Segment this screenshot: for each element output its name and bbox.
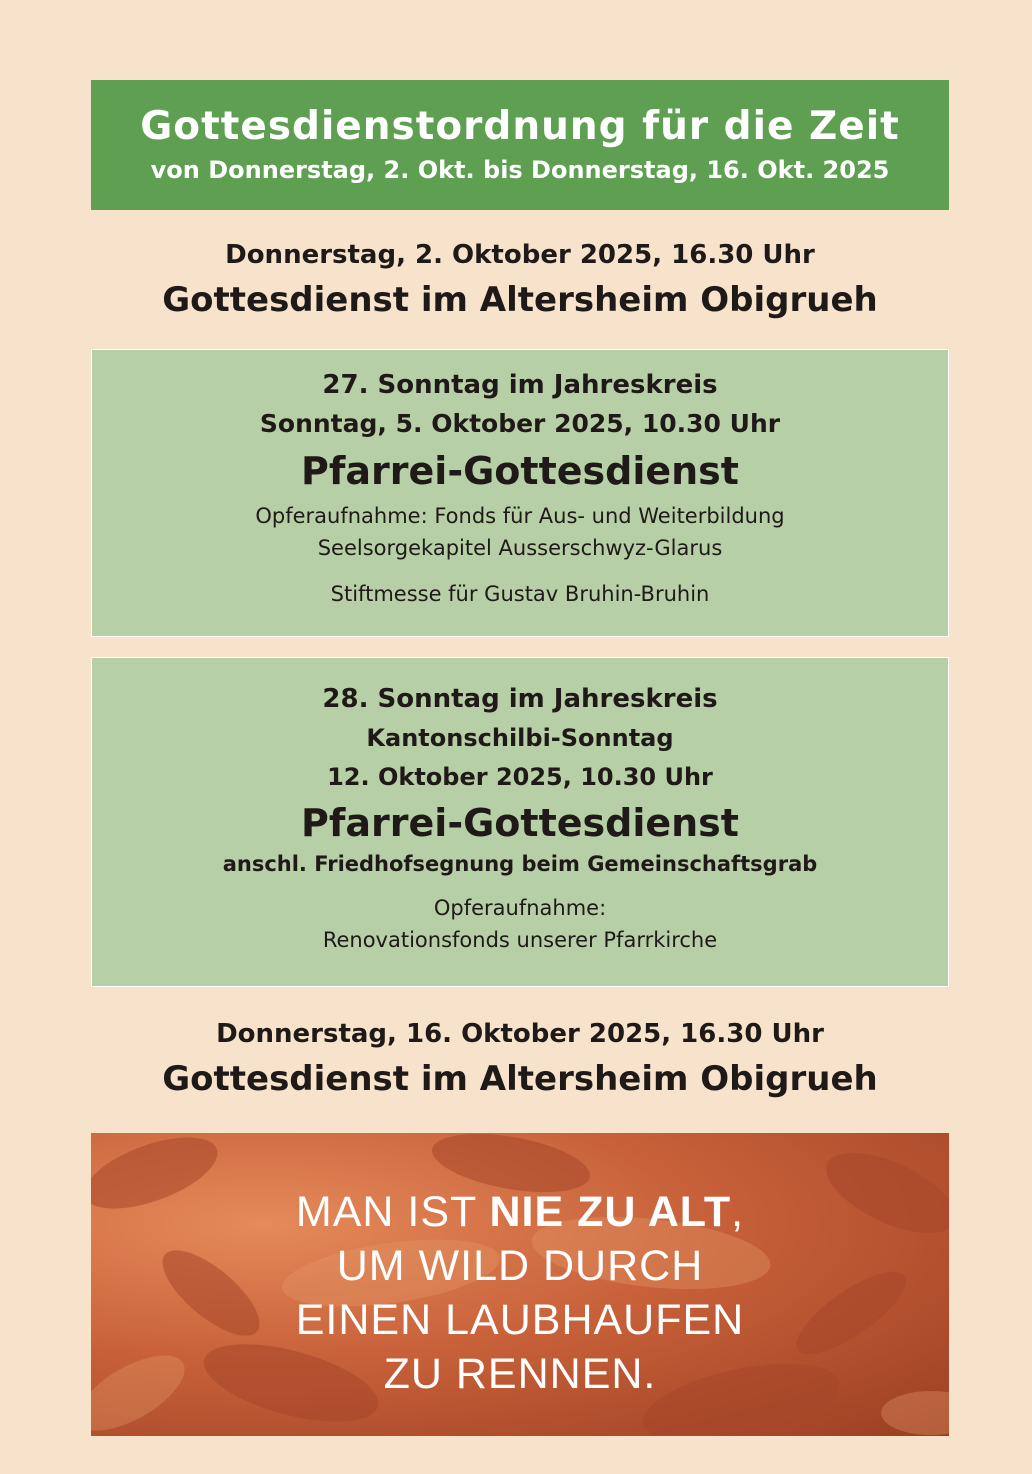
- quote-line: UM WILD DURCH: [336, 1242, 704, 1290]
- event-date: Sonntag, 5. Oktober 2025, 10.30 Uhr: [259, 409, 781, 438]
- offering-line: Opferaufnahme: Fonds für Aus- und Weiterbildung: [255, 504, 785, 528]
- event-date: Donnerstag, 16. Oktober 2025, 16.30 Uhr: [216, 1019, 824, 1049]
- quote-line: [91, 1185, 949, 1239]
- quote-emphasis: NIE ZU ALT: [489, 1188, 732, 1236]
- event-occasion: 27. Sonntag im Jahreskreis: [322, 370, 718, 400]
- event-title: Gottesdienst im Altersheim Obigrueh: [162, 1059, 878, 1099]
- page-title: Gottesdienstordnung für die Zeit: [140, 104, 900, 149]
- quote-text: MAN IST: [295, 1188, 490, 1236]
- quote-line: ZU RENNEN.: [383, 1350, 657, 1398]
- event-name: Kantonschilbi-Sonntag: [366, 724, 674, 752]
- event-altersheim-oct-2: [91, 238, 949, 322]
- event-title: Pfarrei-Gottesdienst: [301, 801, 739, 845]
- quote-line: EINEN LAUBHAUFEN: [295, 1296, 745, 1344]
- offering-purpose: Renovationsfonds unserer Pfarrkirche: [322, 928, 718, 952]
- quote-text: ,: [731, 1188, 745, 1236]
- event-title: Gottesdienst im Altersheim Obigrueh: [162, 280, 878, 320]
- event-box-oct-12: [91, 657, 949, 987]
- offering-label: Opferaufnahme:: [433, 896, 607, 920]
- event-altersheim-oct-16: [91, 1017, 949, 1101]
- header-banner: [91, 80, 949, 210]
- event-date: 12. Oktober 2025, 10.30 Uhr: [327, 763, 713, 791]
- event-box-oct-5: [91, 349, 949, 637]
- autumn-quote-banner: [91, 1133, 949, 1436]
- page-subtitle: von Donnerstag, 2. Okt. bis Donnerstag, 16. Okt. 2025: [150, 156, 890, 184]
- event-title: Pfarrei-Gottesdienst: [301, 449, 739, 493]
- banner-quote: [91, 1185, 949, 1401]
- event-note: anschl. Friedhofsegnung beim Gemeinschaftsgrab: [222, 852, 818, 876]
- event-occasion: 28. Sonntag im Jahreskreis: [322, 684, 718, 714]
- memorial-mass: Stiftmesse für Gustav Bruhin-Bruhin: [330, 582, 710, 606]
- offering-line: Seelsorgekapitel Ausserschwyz-Glarus: [317, 536, 723, 560]
- event-date: Donnerstag, 2. Oktober 2025, 16.30 Uhr: [225, 240, 815, 270]
